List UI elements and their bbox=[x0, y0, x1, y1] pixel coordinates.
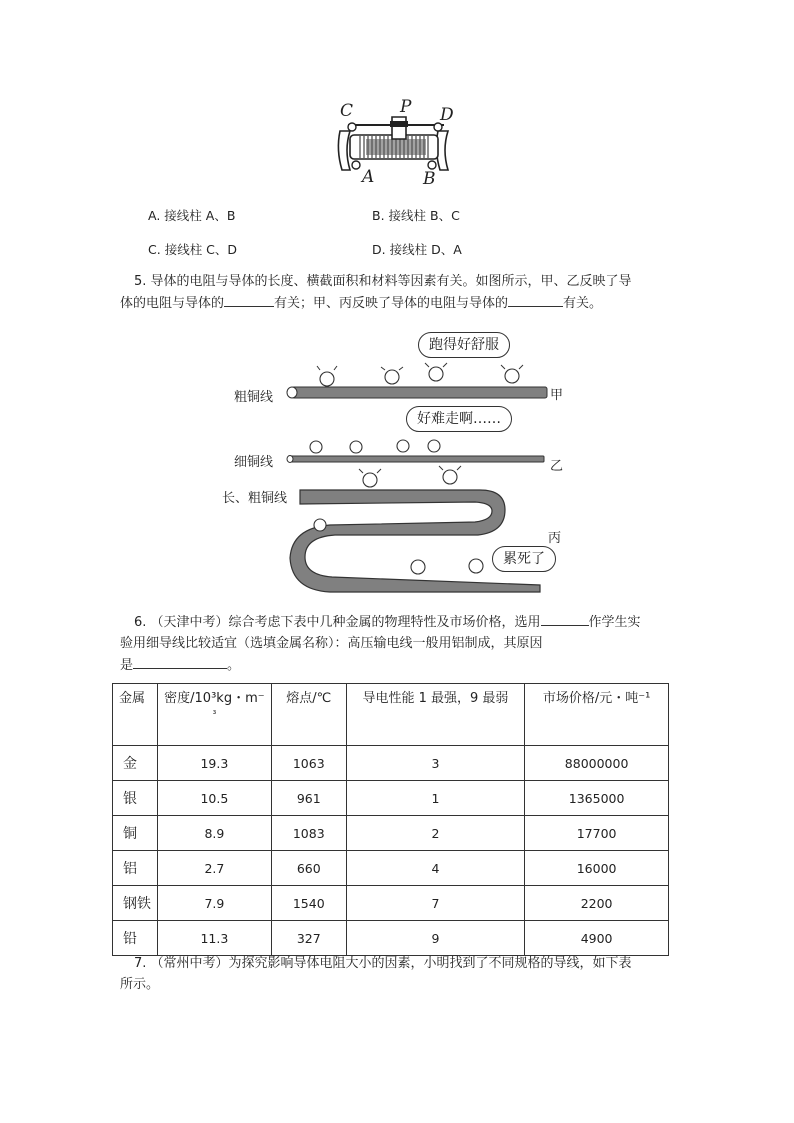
table-row bbox=[113, 921, 669, 956]
cell-conductivity: 4 bbox=[346, 851, 525, 886]
cell-metal: 铝 bbox=[113, 851, 158, 886]
table-row bbox=[113, 781, 669, 816]
cell-metal: 钢铁 bbox=[113, 886, 158, 921]
cell-melting: 1063 bbox=[271, 746, 346, 781]
cell-price: 2200 bbox=[525, 886, 669, 921]
option-text: 接线柱 B、C bbox=[388, 208, 460, 223]
question-6-line3: 是 。 bbox=[120, 654, 680, 676]
cell-conductivity: 9 bbox=[346, 921, 525, 956]
cell-price: 4900 bbox=[525, 921, 669, 956]
cell-density: 11.3 bbox=[157, 921, 271, 956]
cell-conductivity: 7 bbox=[346, 886, 525, 921]
cell-price: 1365000 bbox=[525, 781, 669, 816]
table-row bbox=[113, 851, 669, 886]
cell-metal: 铜 bbox=[113, 816, 158, 851]
cell-melting: 1083 bbox=[271, 816, 346, 851]
question-5 bbox=[120, 271, 680, 314]
cell-price: 16000 bbox=[525, 851, 669, 886]
question-6-line1: 6. （天津中考）综合考虑下表中几种金属的物理特性及市场价格，选用 作学生实 bbox=[120, 611, 680, 633]
question-5-line2: 体的电阻与导体的 有关；甲、丙反映了导体的电阻与导体的 有关。 bbox=[120, 292, 680, 314]
wire-label-thin: 细铜线 bbox=[234, 455, 274, 470]
table-header-row bbox=[113, 684, 669, 746]
option-letter: D. bbox=[372, 242, 386, 257]
speech-bubble-long: 累死了 bbox=[492, 546, 556, 572]
cell-melting: 961 bbox=[271, 781, 346, 816]
wire-figure bbox=[220, 330, 580, 595]
option-text: 接线柱 D、A bbox=[389, 242, 462, 257]
question-6-line2: 验用细导线比较适宜（选填金属名称）：高压输电线一般用铝制成，其原因 bbox=[120, 636, 543, 651]
cell-metal: 银 bbox=[113, 781, 158, 816]
terminal-label-a: A bbox=[362, 167, 375, 187]
cell-density: 10.5 bbox=[157, 781, 271, 816]
terminal-label-d: D bbox=[440, 105, 454, 125]
option-b bbox=[372, 206, 460, 224]
option-letter: B. bbox=[372, 208, 385, 223]
wire-tag-thin: 乙 bbox=[550, 459, 564, 474]
answer-blank-1[interactable] bbox=[224, 292, 274, 307]
cell-price: 88000000 bbox=[525, 746, 669, 781]
cell-conductivity: 3 bbox=[346, 746, 525, 781]
header-melting: 熔点/℃ bbox=[271, 684, 346, 746]
table-row bbox=[113, 746, 669, 781]
header-conductivity: 导电性能 1 最强，9 最弱 bbox=[346, 684, 525, 746]
table-row bbox=[113, 886, 669, 921]
cell-metal: 铅 bbox=[113, 921, 158, 956]
option-d bbox=[372, 240, 462, 258]
cell-density: 7.9 bbox=[157, 886, 271, 921]
table-row bbox=[113, 816, 669, 851]
wire-label-thick: 粗铜线 bbox=[234, 390, 274, 405]
cell-conductivity: 2 bbox=[346, 816, 525, 851]
wire-tag-thick: 甲 bbox=[550, 388, 564, 403]
speech-bubble-thick: 跑得好舒服 bbox=[418, 332, 510, 358]
option-c bbox=[148, 240, 237, 258]
question-7 bbox=[120, 953, 680, 995]
header-metal: 金属 bbox=[113, 684, 158, 746]
cell-melting: 660 bbox=[271, 851, 346, 886]
header-price: 市场价格/元・吨⁻¹ bbox=[525, 684, 669, 746]
cell-metal: 金 bbox=[113, 746, 158, 781]
question-6 bbox=[120, 611, 680, 676]
question-7-line2: 所示。 bbox=[120, 977, 160, 992]
cell-price: 17700 bbox=[525, 816, 669, 851]
cell-density: 8.9 bbox=[157, 816, 271, 851]
header-density: 密度/10³kg・m⁻ ³ bbox=[157, 684, 271, 746]
metals-table bbox=[112, 683, 669, 956]
option-letter: C. bbox=[148, 242, 161, 257]
cell-melting: 1540 bbox=[271, 886, 346, 921]
terminal-label-c: C bbox=[340, 101, 354, 121]
wire-tag-long: 丙 bbox=[548, 531, 562, 546]
cell-melting: 327 bbox=[271, 921, 346, 956]
option-text: 接线柱 C、D bbox=[164, 242, 238, 257]
question-7-line1: 7. （常州中考）为探究影响导体电阻大小的因素，小明找到了不同规格的导线，如下表 bbox=[134, 956, 632, 971]
answer-blank-2[interactable] bbox=[508, 292, 563, 307]
answer-blank-3[interactable] bbox=[541, 611, 589, 626]
cell-density: 2.7 bbox=[157, 851, 271, 886]
rheostat-figure bbox=[330, 95, 460, 190]
option-text: 接线柱 A、B bbox=[164, 208, 236, 223]
option-letter: A. bbox=[148, 208, 161, 223]
terminal-label-b: B bbox=[423, 169, 436, 189]
terminal-label-p: P bbox=[400, 97, 412, 117]
cell-conductivity: 1 bbox=[346, 781, 525, 816]
wire-label-long: 长、粗铜线 bbox=[222, 491, 288, 506]
cell-density: 19.3 bbox=[157, 746, 271, 781]
question-5-line1: 5. 导体的电阻与导体的长度、横截面积和材料等因素有关。如图所示，甲、乙反映了导 bbox=[134, 274, 632, 289]
option-a bbox=[148, 206, 235, 224]
answer-blank-4[interactable] bbox=[133, 654, 227, 669]
speech-bubble-thin: 好难走啊…… bbox=[406, 406, 512, 432]
